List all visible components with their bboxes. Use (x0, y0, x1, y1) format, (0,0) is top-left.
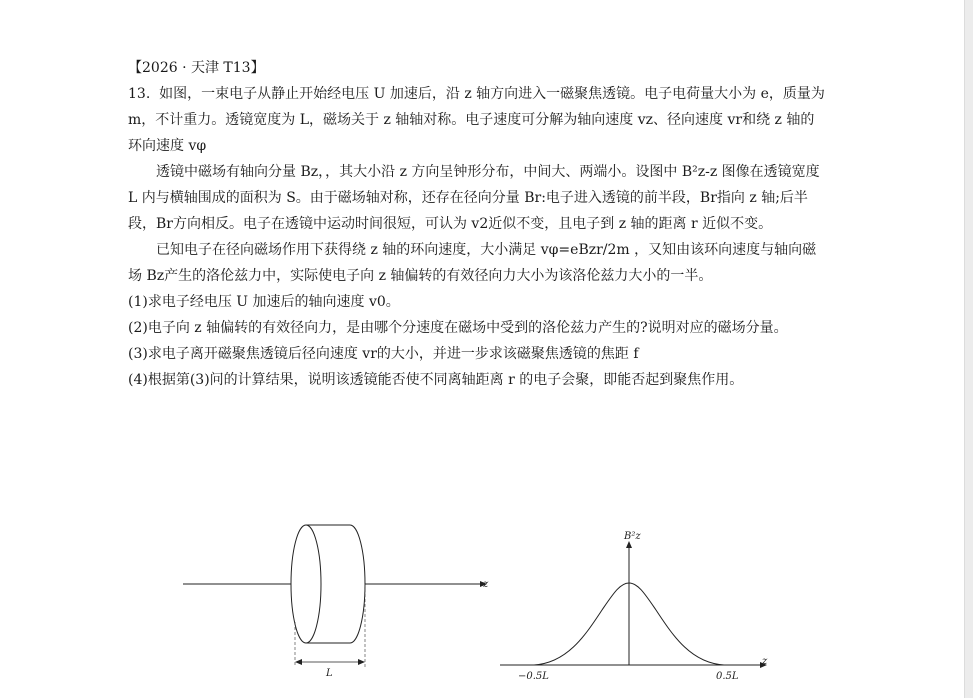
lens-dim-arrow-left (295, 659, 302, 665)
problem-text (128, 55, 828, 393)
question-2: (2)电子向 z 轴偏转的有效径向力，是由哪个分速度在磁场中受到的洛伦兹力产生的?说明对应的磁场分量。 (128, 320, 788, 336)
lens-dim-arrow-right (358, 659, 365, 665)
graph-y-axis-label: B²z (624, 531, 641, 542)
paragraph-2: 透镜中磁场有轴向分量 Bz，，其大小沿 z 方向呈钟形分布，中间大、两端小。设图中 B²z-z 图像在透镜宽度 L 内与横轴围成的面积为 S。由于磁场轴对称，还存在径向分量 Br:电子进入透镜的前半段，Br指向 z 轴;后半段，Br方向相反。电子在透镜中运动时间很短，可认为 v2近似不变，且电子到 z 轴的距离 r 近似不变。 (128, 164, 820, 232)
lens-axis-label: z (483, 579, 489, 590)
question-3: (3)求电子离开磁聚焦透镜后径向速度 vr的大小，并进一步求该磁聚焦透镜的焦距 f (128, 346, 639, 362)
graph-y-arrow (626, 541, 632, 548)
question-1: (1)求电子经电压 U 加速后的轴向速度 v0。 (128, 294, 400, 310)
bz-squared-graph (498, 512, 778, 698)
page-edge-bar (964, 0, 973, 698)
question-4: (4)根据第(3)问的计算结果，说明该透镜能否使不同离轴距离 r 的电子会聚，即能否起到聚焦作用。 (128, 372, 744, 388)
problem-intro (128, 81, 828, 159)
figures-area (178, 512, 778, 698)
paragraph-3: 已知电子在径向磁场作用下获得绕 z 轴的环向速度，大小满足 vφ=eBzr/2m ，又知由该环向速度与轴向磁场 Bz产生的洛伦兹力中，实际使电子向 z 轴偏转的有效径向力大小为该洛伦兹力大小的一半。 (128, 242, 817, 284)
intro-text: 如图，一束电子从静止开始经电压 U 加速后，沿 z 轴方向进入一磁聚焦透镜。电子电荷量大小为 e，质量为 m，不计重力。透镜宽度为 L，磁场关于 z 轴轴对称。电子速度可分解为轴向速度 vz、径向速度 vr和绕 z 轴的环向速度 vφ (128, 86, 825, 154)
problem-number: 13. (128, 86, 151, 102)
problem-header: 【2026 · 天津 T13】 (128, 60, 265, 76)
lens-front-face (291, 525, 321, 643)
lens-width-label: L (326, 668, 333, 679)
graph-left-tick: −0.5L (518, 671, 549, 682)
graph-x-axis-label: z (762, 656, 768, 667)
graph-right-tick: 0.5L (716, 671, 739, 682)
lens-diagram (178, 512, 498, 698)
